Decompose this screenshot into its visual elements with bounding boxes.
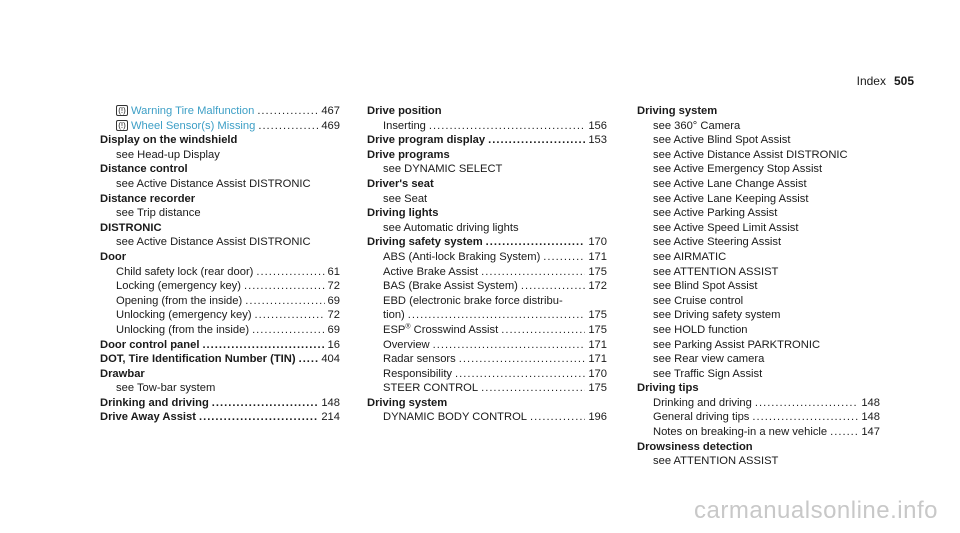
page-ref[interactable]: 16 (327, 338, 340, 351)
page-ref[interactable]: 72 (327, 280, 340, 293)
page-ref[interactable]: 171 (588, 250, 607, 263)
index-entry: Drive Away Assist ..... 214 (100, 410, 340, 425)
page-ref[interactable]: 69 (327, 323, 340, 336)
index-heading: Display on the windshield (100, 134, 238, 147)
index-subentry: Responsibility ..... 170 (367, 367, 607, 382)
see-reference[interactable]: see Active Parking Assist (653, 207, 778, 220)
see-reference[interactable]: see Active Distance Assist DISTRONIC (653, 148, 848, 161)
index-column-2 (367, 104, 607, 425)
index-subentry: Inserting ..... 156 (367, 119, 607, 134)
index-subentry: Drinking and driving ..... 148 (637, 396, 880, 411)
see-reference[interactable]: see Active Lane Change Assist (653, 177, 807, 190)
watermark: carmanualsonline.info (694, 497, 938, 524)
see-reference[interactable]: see ATTENTION ASSIST (653, 265, 779, 278)
index-column-1 (100, 104, 340, 425)
see-reference[interactable]: see Driving safety system (653, 309, 781, 322)
page-ref[interactable]: 404 (321, 353, 340, 366)
see-reference[interactable]: see Rear view camera (653, 353, 765, 366)
page-ref[interactable]: 170 (588, 236, 607, 249)
index-heading: Distance recorder (100, 192, 196, 205)
index-heading: Door (100, 250, 127, 263)
page-ref[interactable]: 171 (588, 353, 607, 366)
index-entry-wheel-sensor (100, 119, 340, 134)
page-ref[interactable]: 61 (327, 265, 340, 278)
index-heading: Driving system (637, 105, 718, 117)
page-ref[interactable]: 196 (588, 411, 607, 424)
index-heading: Driving lights (367, 207, 439, 220)
index-subentry: General driving tips ..... 148 (637, 410, 880, 425)
see-reference[interactable]: see Head-up Display (116, 148, 220, 161)
see-reference[interactable]: see AIRMATIC (653, 250, 727, 263)
header-title: Index (856, 74, 886, 88)
page-ref[interactable]: 153 (588, 134, 607, 147)
page-ref[interactable]: 469 (321, 119, 340, 132)
see-reference[interactable]: see Active Lane Keeping Assist (653, 192, 809, 205)
index-subentry: Locking (emergency key) ..... 72 (100, 279, 340, 294)
index-entry: Door control panel ..... 16 (100, 338, 340, 353)
see-reference[interactable]: see Active Distance Assist DISTRONIC (116, 177, 311, 190)
page-ref[interactable]: 156 (588, 119, 607, 132)
page-ref[interactable]: 72 (327, 309, 340, 322)
index-subentry: STEER CONTROL ..... 175 (367, 381, 607, 396)
see-reference[interactable]: see Parking Assist PARKTRONIC (653, 338, 821, 351)
page-ref[interactable]: 147 (861, 426, 880, 439)
index-subentry: Active Brake Assist ..... 175 (367, 265, 607, 280)
page-ref[interactable]: 148 (861, 396, 880, 409)
index-subentry: Notes on breaking-in a new vehicle ..... 147 (637, 425, 880, 440)
index-subentry-line: EBD (electronic brake force distribu- (383, 294, 563, 307)
see-reference[interactable]: see Trip distance (116, 207, 201, 220)
see-reference[interactable]: see DYNAMIC SELECT (383, 163, 503, 176)
page-number: 505 (893, 74, 914, 88)
index-column-3 (637, 104, 880, 469)
see-reference[interactable]: see Active Emergency Stop Assist (653, 163, 823, 176)
page-ref[interactable]: 214 (321, 411, 340, 424)
index-entry: Drinking and driving ..... 148 (100, 396, 340, 411)
index-entry: DOT, Tire Identification Number (TIN) ..... 404 (100, 352, 340, 367)
see-reference[interactable]: see 360° Camera (653, 119, 741, 132)
index-heading: DISTRONIC (100, 221, 162, 234)
page-ref[interactable]: 467 (321, 105, 340, 117)
page-ref[interactable]: 171 (588, 338, 607, 351)
see-reference[interactable]: see Seat (383, 192, 428, 205)
index-subentry: ESP® Crosswind Assist ..... 175 (367, 323, 607, 338)
index-subentry: Opening (from the inside) ..... 69 (100, 294, 340, 309)
page-ref[interactable]: 175 (588, 265, 607, 278)
see-reference[interactable]: see HOLD function (653, 323, 748, 336)
index-subentry: Overview ..... 171 (367, 338, 607, 353)
see-reference[interactable]: see Automatic driving lights (383, 221, 519, 234)
tire-warning-icon: (!) (116, 105, 128, 116)
page-ref[interactable]: 175 (588, 382, 607, 395)
see-reference[interactable]: see Active Distance Assist DISTRONIC (116, 236, 311, 249)
index-entry: Driving safety system ..... 170 (367, 235, 607, 250)
index-subentry: Unlocking (emergency key) ..... 72 (100, 308, 340, 323)
page-ref[interactable]: 148 (861, 411, 880, 424)
index-subentry: Radar sensors ..... 171 (367, 352, 607, 367)
index-subentry: BAS (Brake Assist System) ..... 172 (367, 279, 607, 294)
index-heading: Driving tips (637, 382, 699, 395)
see-reference[interactable]: see Active Blind Spot Assist (653, 134, 791, 147)
index-heading: Distance control (100, 163, 188, 176)
see-reference[interactable]: see Active Speed Limit Assist (653, 221, 799, 234)
page-ref[interactable]: 172 (588, 280, 607, 293)
index-subentry: tion) ..... 175 (367, 308, 607, 323)
index-subentry: ABS (Anti-lock Braking System) ..... 171 (367, 250, 607, 265)
see-reference[interactable]: see ATTENTION ASSIST (653, 455, 779, 468)
see-reference[interactable]: see Cruise control (653, 294, 744, 307)
index-heading: Drive position (367, 105, 442, 117)
index-heading: Driver's seat (367, 177, 434, 190)
link-wheel-sensors-missing[interactable]: Wheel Sensor(s) Missing (131, 119, 256, 132)
page-ref[interactable]: 170 (588, 367, 607, 380)
index-subentry: DYNAMIC BODY CONTROL ..... 196 (367, 410, 607, 425)
see-reference[interactable]: see Active Steering Assist (653, 236, 782, 249)
index-heading: Drawbar (100, 367, 145, 380)
see-reference[interactable]: see Traffic Sign Assist (653, 367, 763, 380)
see-reference[interactable]: see Tow-bar system (116, 382, 216, 395)
page-header (857, 74, 914, 88)
index-entry: Drive program display ..... 153 (367, 133, 607, 148)
page-ref[interactable]: 175 (588, 309, 607, 322)
link-warning-tire-malfunction[interactable]: Warning Tire Malfunction (131, 105, 255, 117)
page-ref[interactable]: 69 (327, 294, 340, 307)
see-reference[interactable]: see Blind Spot Assist (653, 280, 758, 293)
page-ref[interactable]: 148 (321, 396, 340, 409)
tire-warning-icon: (!) (116, 120, 128, 131)
index-heading: Drive programs (367, 148, 450, 161)
index-entry-warning-tire (100, 104, 340, 119)
index-subentry: Child safety lock (rear door) ..... 61 (100, 265, 340, 280)
index-heading: Driving system (367, 396, 448, 409)
page-ref[interactable]: 175 (588, 323, 607, 336)
index-heading: Drowsiness detection (637, 440, 753, 453)
index-subentry: Unlocking (from the inside) ..... 69 (100, 323, 340, 338)
